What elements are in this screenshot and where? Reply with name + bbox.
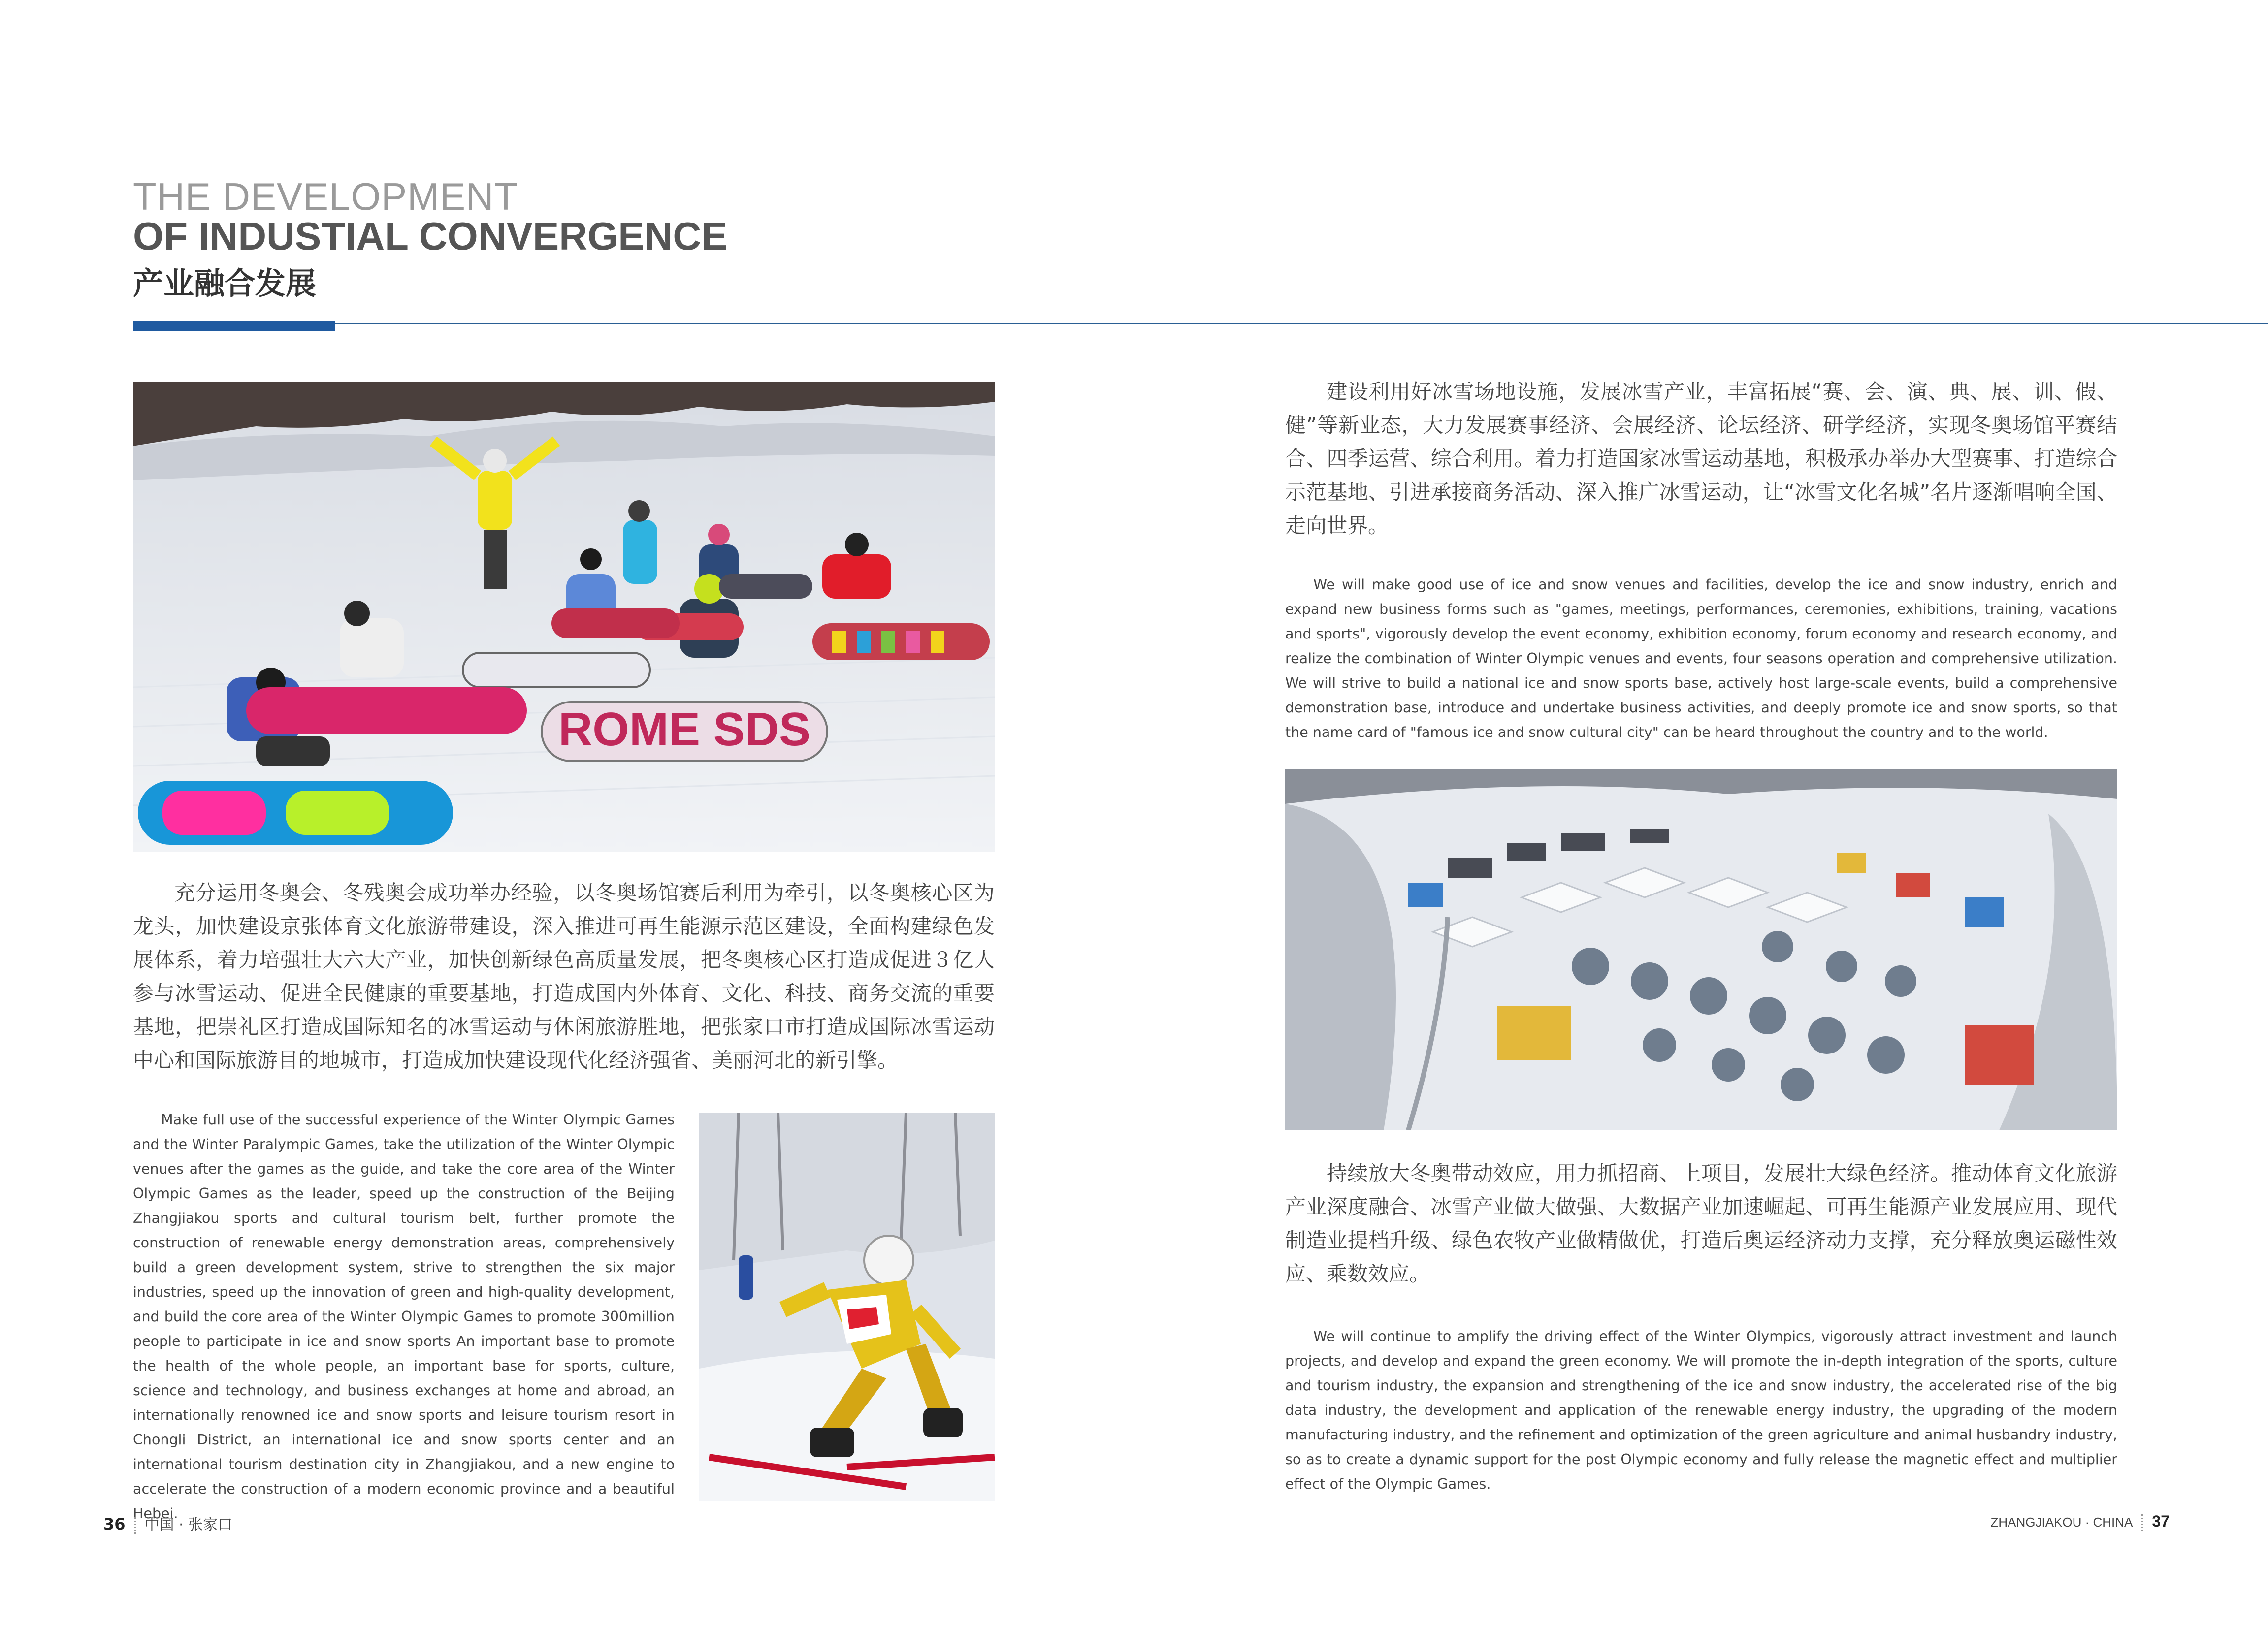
left-footer-label: 中国 · 张家口 [144,1516,233,1533]
right-cn-paragraph-2: 持续放大冬奥带动效应，用力抓招商、上项目，发展壮大绿色经济。推动体育文化旅游产业深度融合、冰雪产业做大做强、大数据产业加速崛起、可再生能源产业发展应用、现代制造业提档升级、绿色农牧产业做精做优，打造后奥运经济动力支撑，充分释放奥运磁性效应、乘数效应。 [1285,1161,2117,1286]
left-cn-paragraph: 充分运用冬奥会、冬残奥会成功举办经验，以冬奥场馆赛后利用为牵引，以冬奥核心区为龙头，加快建设京张体育文化旅游带建设，深入推进可再生能源示范区建设，全面构建绿色发展体系，着力培强壮大六大产业，加快创新绿色高质量发展，把冬奥核心区打造成促进３亿人参与冰雪运动、促进全民健康的重要基地，打造成国内外体育、文化、科技、商务交流的重要基地，把崇礼区打造成国际知名的冰雪运动与休闲旅游胜地，把张家口市打造成国际冰雪运动中心和国际旅游目的地城市，打造成加快建设现代化经济强省、美丽河北的新引擎。 [133,881,995,1072]
header-accent-bar [133,321,335,331]
header-divider [335,323,2268,324]
title-cn: 产业融合发展 [133,265,317,301]
left-footer [103,1512,232,1534]
left-en-paragraph: Make full use of the successful experience of the Winter Olympic Games and the Winter Paralympic Games, take the utilization of the Winter Olympic venues after the games as the guide, and take the core area of the Winter Olympic Games as the leader, speed up the construction of the Beijing Zhangjiakou sports and cultural tourism belt, further promote the construction of renewable energy demonstration areas, comprehensively build a green development system, strive to strengthen the six major industries, speed up the innovation of green and high-quality development, and build the core area of the Winter Olympic Games to promote 300million people to participate in ice and snow sports An important base to promote the health of the whole people, an important base for sports, culture, science and technology, and business exchanges at home and abroad, an internationally renowned ice and snow sports and leisure tourism resort in Chongli District, an international ice and snow sports center and an international tourism destination city in Zhangjiakou, and a new engine to accelerate the construction of a modern economic province and a beautiful Hebei. [133,1112,675,1522]
snowboarders-photo [133,382,995,852]
footer-separator [2141,1514,2143,1531]
skier-photo [699,1113,995,1501]
right-cn-paragraph-1: 建设利用好冰雪场地设施，发展冰雪产业，丰富拓展“赛、会、演、典、展、训、假、健”等新业态，大力发展赛事经济、会展经济、论坛经济、研学经济，实现冬奥场馆平赛结合、四季运营、综合利用。着力打造国家冰雪运动基地，积极承办举办大型赛事、打造综合示范基地、引进承接商务活动、深入推广冰雪运动，让“冰雪文化名城”名片逐渐唱响全国、走向世界。 [1285,380,2117,538]
left-page-number: 36 [103,1515,126,1533]
snowboard-graphic-text: ROME SDS [558,703,811,756]
right-footer [1990,1512,2170,1531]
right-page-number: 37 [2152,1512,2170,1530]
footer-separator [134,1517,136,1534]
aerial-village-photo [1285,769,2117,1130]
right-en-paragraph-2: We will continue to amplify the driving effect of the Winter Olympics, vigorously attract investment and launch projects, and develop and expand the green economy. We will promote the in-depth integration of the sports, culture and tourism industry, the expansion and strengthening of the ice and snow industry, the accelerated rise of the big data industry, the development and application of the renewable energy industry, the upgrading of the modern manufacturing industry, and the refinement and optimization of the green agriculture and animal husbandry industry, so as to create a dynamic support for the post Olympic economy and fully release the magnetic effect and multiplier effect of the Olympic Games. [1285,1328,2117,1492]
right-footer-label: ZHANGJIAKOU · CHINA [1990,1515,2133,1530]
title-en-line1: THE DEVELOPMENT [133,175,518,218]
right-en-paragraph-1: We will make good use of ice and snow venues and facilities, develop the ice and snow industry, enrich and expand new business forms such as "games, meetings, performances, ceremonies, exhibitions, training, vacations and sports", vigorously develop the event economy, exhibition economy, forum economy and research economy, and realize the combination of Winter Olympic venues and events, four seasons operation and comprehensive utilization. We will strive to build a national ice and snow sports base, actively host large-scale events, build a comprehensive demonstration base, introduce and undertake business activities, and deeply promote ice and snow sports, so that the name card of "famous ice and snow cultural city" can be heard throughout the country and to the world. [1285,576,2117,740]
title-en-line2: OF INDUSTIAL CONVERGENCE [133,214,728,258]
